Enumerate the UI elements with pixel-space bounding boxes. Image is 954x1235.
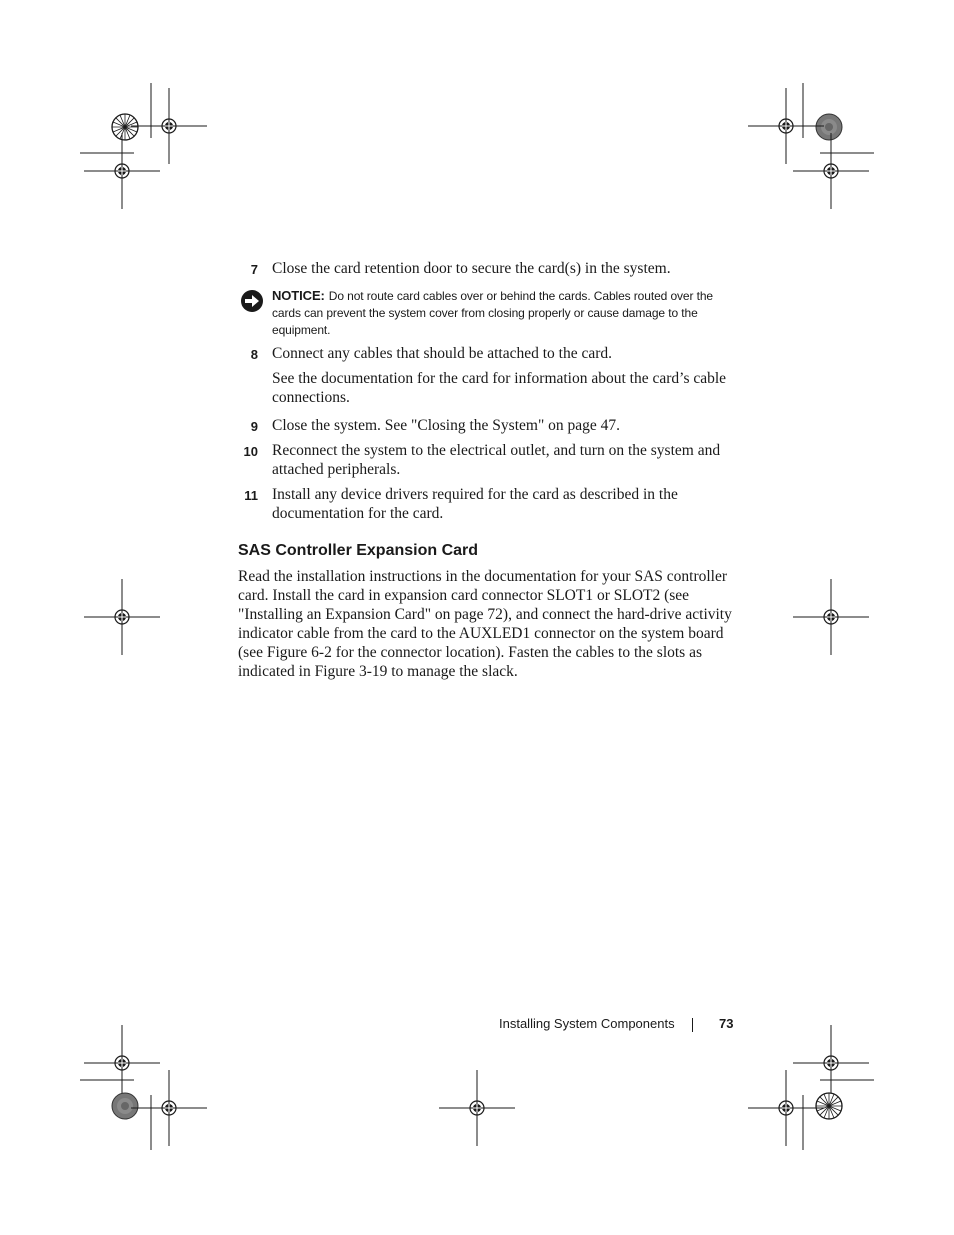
step-text: Close the system. See "Closing the System" on page 47. <box>272 417 621 434</box>
step-7 <box>238 259 738 278</box>
step-number: 9 <box>250 419 258 434</box>
step-text: Connect any cables that should be attached to the card. <box>272 345 613 362</box>
step-8-note: See the documentation for the card for information about the card’s cable connections. <box>272 370 727 406</box>
registration-mark-icon <box>131 1070 207 1146</box>
step-number: 10 <box>243 444 258 459</box>
notice-text <box>272 287 740 339</box>
step-8 <box>238 344 738 363</box>
page-number: 73 <box>719 1016 734 1031</box>
step-9 <box>238 416 738 435</box>
step-number: 8 <box>250 347 258 362</box>
notice-arrow-icon <box>240 289 264 313</box>
step-text: Reconnect the system to the electrical outlet, and turn on the system and attached peripherals. <box>272 442 721 478</box>
step-11 <box>238 485 738 523</box>
step-number: 11 <box>244 488 258 503</box>
registration-mark-icon <box>131 88 207 164</box>
step-10 <box>238 441 738 479</box>
footer-separator <box>692 1018 693 1032</box>
registration-mark-icon <box>793 1025 869 1101</box>
starburst-target-icon <box>112 1093 138 1119</box>
starburst-target-icon <box>112 114 138 140</box>
notice-label: NOTICE: <box>272 288 325 303</box>
registration-mark-icon <box>84 1025 160 1101</box>
section-body: Read the installation instructions in the documentation for your SAS controller card. Install the card in expansion card connector SLOT1 or SLOT2 (see "Installing an Expansion Card" on page 72), and connect the hard-drive activity indicator cable from the card to the AUXLED1 connector on the system board (see Figure 6-2 for the connector location). Fasten the cables to the slots as indicated in Figure 3-19 to manage the slack. <box>238 568 732 680</box>
notice-box <box>240 287 740 339</box>
notice-body: Do not route card cables over or behind the cards. Cables routed over the cards can prevent the system cover from closing properly or cause damage to the equipment. <box>272 289 714 337</box>
registration-mark-icon <box>748 1070 824 1146</box>
registration-mark-icon <box>793 133 869 209</box>
registration-mark-icon <box>84 579 160 655</box>
step-text: Close the card retention door to secure the card(s) in the system. <box>272 260 671 277</box>
starburst-target-icon <box>816 1093 842 1119</box>
registration-mark-icon <box>793 579 869 655</box>
section-title: SAS Controller Expansion Card <box>238 542 479 559</box>
step-number: 7 <box>250 262 258 277</box>
footer-chapter-title: Installing System Components <box>499 1016 675 1031</box>
step-text: Install any device drivers required for the card as described in the documentation for the card. <box>272 486 678 522</box>
starburst-target-icon <box>816 114 842 140</box>
registration-mark-icon <box>84 133 160 209</box>
registration-mark-icon <box>748 88 824 164</box>
registration-mark-icon <box>439 1070 515 1146</box>
